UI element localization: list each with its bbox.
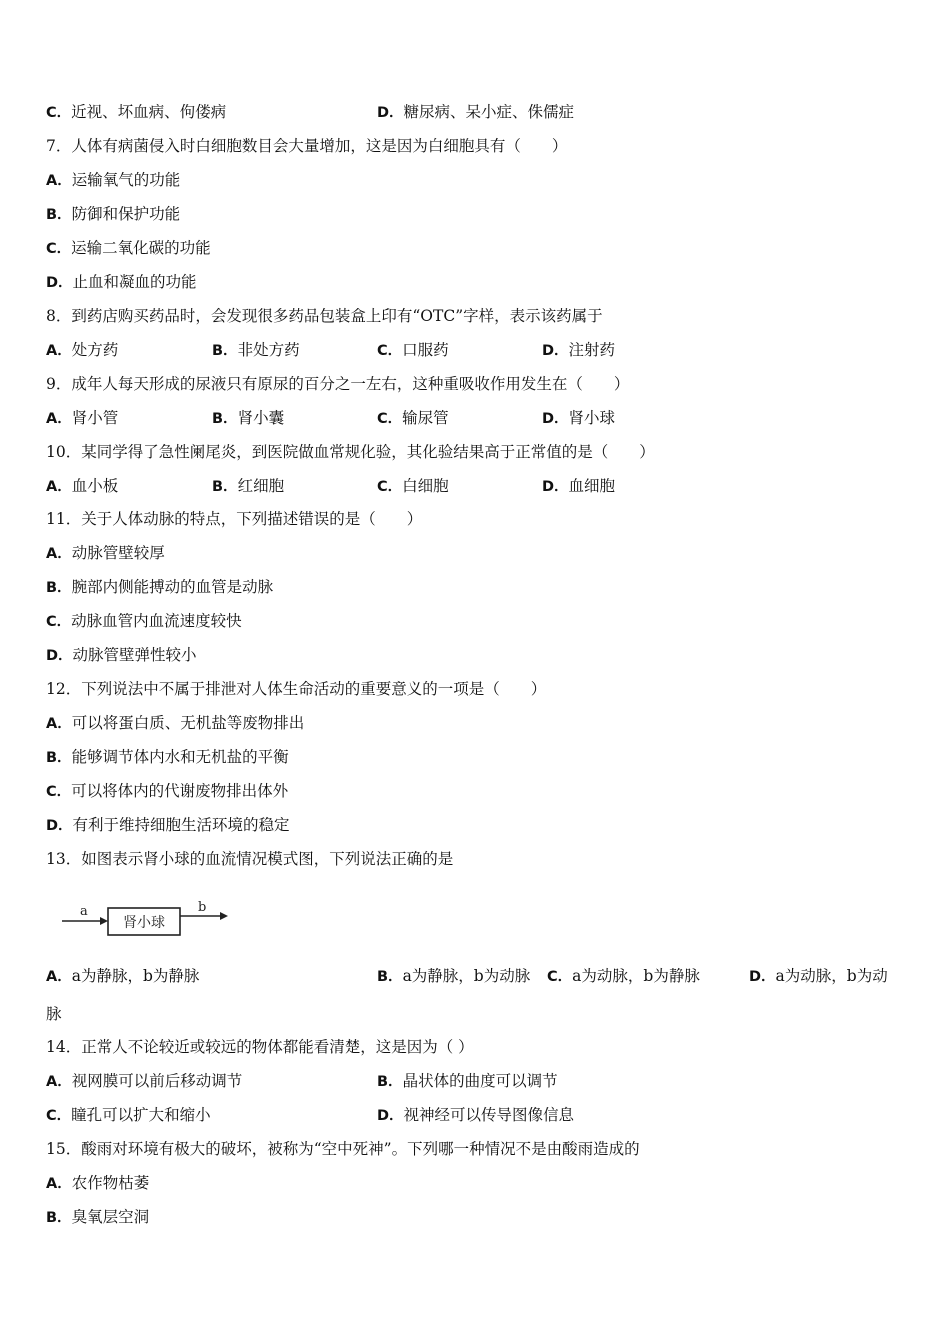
option-letter: C．	[46, 1108, 72, 1124]
option-text: a为静脉，b为动脉	[402, 967, 531, 985]
option-letter: D．	[46, 275, 73, 291]
option-text: 农作物枯萎	[71, 1174, 150, 1192]
option-text: a为静脉，b为静脉	[71, 967, 200, 985]
q12-option-c	[46, 779, 288, 803]
option-text: 动脉管壁弹性较小	[72, 646, 197, 664]
option-letter: B．	[212, 479, 238, 495]
option-letter: C．	[46, 105, 72, 121]
q14-stem: 14．正常人不论较近或较远的物体都能看清楚，这是因为（ ）	[46, 1038, 474, 1056]
q15-option-a	[46, 1171, 149, 1195]
q8-stem: 8．到药店购买药品时，会发现很多药品包装盒上印有“OTC”字样，表示该药属于	[46, 307, 603, 325]
q11-option-b	[46, 575, 273, 599]
option-letter: C．	[46, 614, 72, 630]
option-letter: C．	[547, 969, 573, 985]
option-letter: D．	[749, 969, 776, 985]
q13-option-d-wrap: 脉	[46, 1005, 62, 1023]
option-letter: A．	[46, 343, 72, 359]
option-text: 臭氧层空洞	[71, 1208, 150, 1226]
q8-option-a	[46, 338, 118, 362]
q10-option-a	[46, 474, 118, 498]
q15-stem: 15．酸雨对环境有极大的破坏，被称为“空中死神”。下列哪一种情况不是由酸雨造成的	[46, 1140, 640, 1158]
option-text: 口服药	[402, 341, 449, 359]
option-letter: A．	[46, 969, 72, 985]
option-text: a为动脉，b为静脉	[572, 967, 700, 985]
glomerulus-blood-flow-diagram	[60, 898, 240, 942]
option-letter: B．	[46, 1210, 72, 1226]
q12-option-a	[46, 711, 304, 735]
q7-option-c	[46, 236, 211, 260]
option-letter: D．	[542, 479, 569, 495]
option-text: 视网膜可以前后移动调节	[71, 1072, 243, 1090]
option-text: 血小板	[71, 477, 119, 495]
outflow-label: b	[198, 900, 207, 915]
option-letter: A．	[46, 173, 72, 189]
option-text: 能够调节体内水和无机盐的平衡	[71, 748, 289, 766]
q8-option-d	[542, 338, 615, 362]
q13-option-d	[749, 964, 888, 988]
q12-stem: 12．下列说法中不属于排泄对人体生命活动的重要意义的一项是（ ）	[46, 680, 547, 698]
option-letter: D．	[377, 1108, 404, 1124]
option-text: 动脉血管内血流速度较快	[71, 612, 242, 630]
option-text: 可以将体内的代谢废物排出体外	[71, 782, 289, 800]
option-letter: B．	[46, 207, 72, 223]
q15-option-b	[46, 1205, 149, 1229]
q8-option-c	[377, 338, 449, 362]
option-letter: C．	[46, 241, 72, 257]
inflow-arrowhead	[100, 917, 108, 925]
q14-option-a	[46, 1069, 242, 1093]
outflow-arrowhead	[220, 912, 228, 920]
option-text: 腕部内侧能搏动的血管是动脉	[71, 578, 274, 596]
q14-option-b	[377, 1069, 558, 1093]
q10-option-b	[212, 474, 284, 498]
q7-option-a	[46, 168, 180, 192]
option-text: 有利于维持细胞生活环境的稳定	[72, 816, 290, 834]
option-text: 运输二氧化碳的功能	[71, 239, 211, 257]
option-text: 肾小管	[71, 409, 119, 427]
option-letter: A．	[46, 716, 72, 732]
q6-option-d	[377, 100, 574, 124]
q9-option-a	[46, 406, 118, 430]
option-letter: B．	[377, 969, 403, 985]
q12-option-b	[46, 745, 289, 769]
option-letter: C．	[46, 784, 72, 800]
q13-option-b	[377, 964, 530, 988]
option-text: 防御和保护功能	[71, 205, 181, 223]
q9-option-c	[377, 406, 449, 430]
q13-option-a	[46, 964, 199, 988]
option-letter: A．	[46, 411, 72, 427]
option-text: 肾小囊	[237, 409, 285, 427]
q11-option-a	[46, 541, 165, 565]
option-letter: D．	[46, 818, 73, 834]
option-text: 瞳孔可以扩大和缩小	[71, 1106, 211, 1124]
option-text: 止血和凝血的功能	[72, 273, 197, 291]
q7-option-d	[46, 270, 197, 294]
q13-option-c	[547, 964, 700, 988]
option-letter: D．	[542, 343, 569, 359]
option-text: 注射药	[568, 341, 616, 359]
q8-option-b	[212, 338, 300, 362]
q14-option-d	[377, 1103, 574, 1127]
q10-option-c	[377, 474, 449, 498]
option-text: 肾小球	[568, 409, 616, 427]
option-letter: B．	[212, 343, 238, 359]
q9-stem: 9．成年人每天形成的尿液只有原尿的百分之一左右，这种重吸收作用发生在（ ）	[46, 375, 630, 393]
q7-option-b	[46, 202, 180, 226]
q13-stem: 13．如图表示肾小球的血流情况模式图，下列说法正确的是	[46, 850, 454, 868]
q11-option-c	[46, 609, 242, 633]
q7-stem: 7．人体有病菌侵入时白细胞数目会大量增加，这是因为白细胞具有（ ）	[46, 137, 568, 155]
glomerulus-label: 肾小球	[123, 915, 165, 931]
option-text: 红细胞	[237, 477, 285, 495]
q12-option-d	[46, 813, 290, 837]
q9-option-b	[212, 406, 284, 430]
option-text: 血细胞	[568, 477, 616, 495]
option-text: 输尿管	[402, 409, 449, 427]
q9-option-d	[542, 406, 615, 430]
q10-option-d	[542, 474, 615, 498]
option-letter: D．	[542, 411, 569, 427]
q11-stem: 11．关于人体动脉的特点，下列描述错误的是（ ）	[46, 510, 423, 528]
option-letter: A．	[46, 546, 72, 562]
option-text: 可以将蛋白质、无机盐等废物排出	[71, 714, 305, 732]
option-text: 动脉管壁较厚	[71, 544, 165, 562]
option-text: 糖尿病、呆小症、侏儒症	[403, 103, 575, 121]
q14-option-c	[46, 1103, 211, 1127]
option-letter: B．	[377, 1074, 403, 1090]
option-letter: B．	[212, 411, 238, 427]
q10-stem: 10．某同学得了急性阑尾炎，到医院做血常规化验，其化验结果高于正常值的是（ ）	[46, 443, 655, 461]
option-letter: A．	[46, 479, 72, 495]
option-text: 处方药	[71, 341, 119, 359]
option-letter: B．	[46, 580, 72, 596]
option-text: 视神经可以传导图像信息	[403, 1106, 575, 1124]
option-text: a为动脉，b为动	[775, 967, 888, 985]
q6-option-c	[46, 100, 226, 124]
option-text: 白细胞	[402, 477, 449, 495]
q11-option-d	[46, 643, 197, 667]
option-letter: C．	[377, 411, 403, 427]
option-text: 运输氧气的功能	[71, 171, 181, 189]
option-letter: B．	[46, 750, 72, 766]
option-text: 晶状体的曲度可以调节	[402, 1072, 558, 1090]
option-letter: D．	[377, 105, 404, 121]
inflow-label: a	[80, 904, 88, 919]
option-letter: A．	[46, 1074, 72, 1090]
option-letter: A．	[46, 1176, 72, 1192]
option-letter: C．	[377, 479, 403, 495]
option-text: 近视、坏血病、佝偻病	[71, 103, 227, 121]
option-text: 非处方药	[237, 341, 300, 359]
option-letter: D．	[46, 648, 73, 664]
option-letter: C．	[377, 343, 403, 359]
